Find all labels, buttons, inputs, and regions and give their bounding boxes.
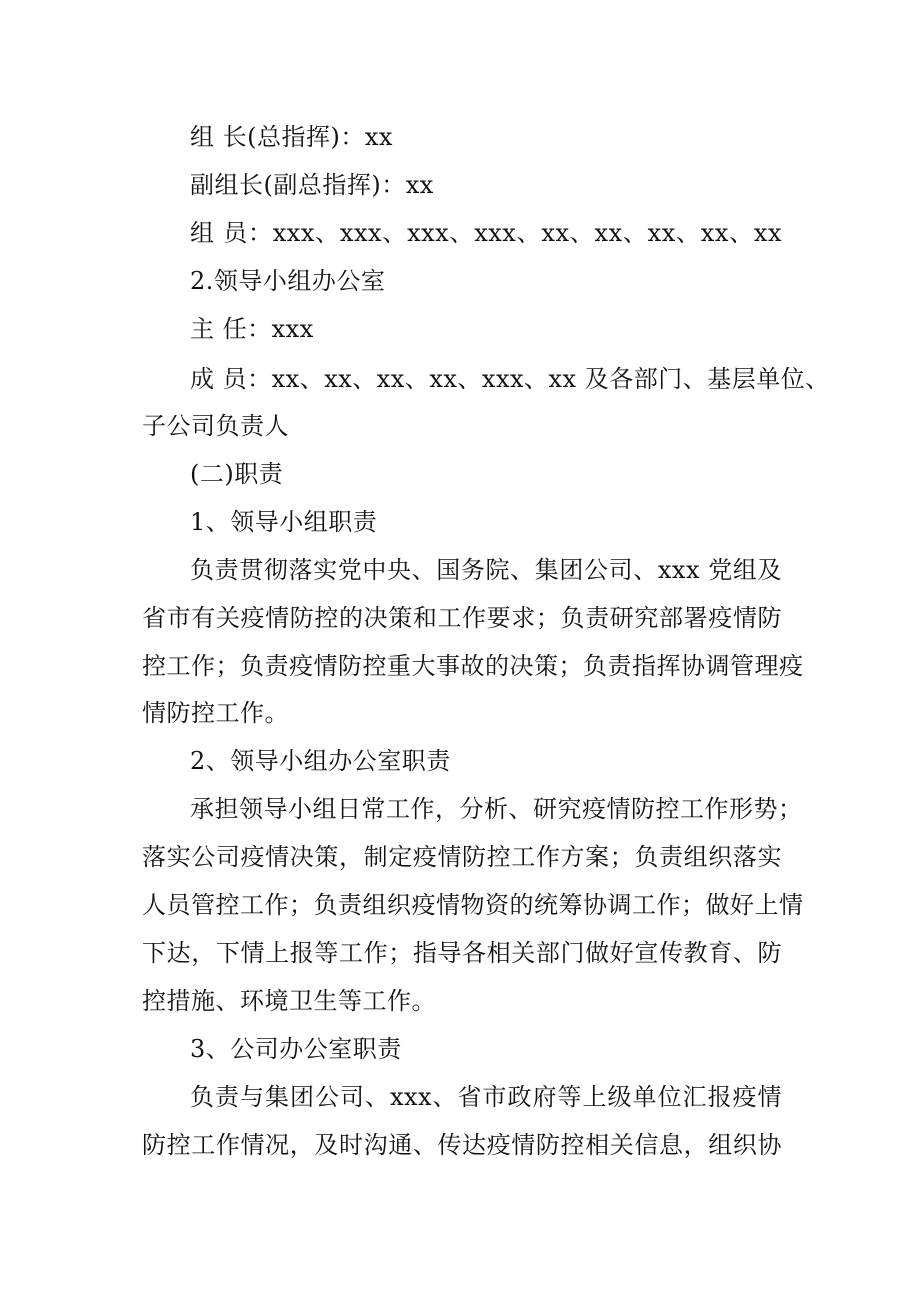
- paragraph-line: 负责与集团公司、xxx、省市政府等上级单位汇报疫情: [190, 1083, 782, 1111]
- paragraph-line: 承担领导小组日常工作，分析、研究疫情防控工作形势；: [190, 795, 803, 823]
- paragraph-line: 下达，下情上报等工作；指导各相关部门做好宣传教育、防: [142, 939, 782, 967]
- paragraph-line: 控工作；负责疫情防控重大事故的决策；负责指挥协调管理疫: [142, 652, 804, 680]
- subheading-company-office-duties: 3、公司办公室职责: [190, 1035, 402, 1063]
- paragraph-line: 情防控工作。: [142, 699, 289, 727]
- paragraph-line: 落实公司疫情决策，制定疫情防控工作方案；负责组织落实: [142, 843, 782, 871]
- paragraph-line: 省市有关疫情防控的决策和工作要求；负责研究部署疫情防: [142, 604, 782, 632]
- text-line-office-members: 成 员：xx、xx、xx、xx、xxx、xx 及各部门、基层单位、: [190, 365, 830, 393]
- section-heading-duties: (二)职责: [190, 460, 284, 488]
- section-heading-office: 2.领导小组办公室: [190, 267, 386, 295]
- text-line-deputy-leader: 副组长(副总指挥)：xx: [190, 171, 434, 199]
- paragraph-line: 控措施、环境卫生等工作。: [142, 987, 436, 1015]
- paragraph-line: 负责贯彻落实党中央、国务院、集团公司、xxx 党组及: [190, 556, 782, 584]
- text-line-office-members-cont: 子公司负责人: [142, 412, 289, 440]
- subheading-office-duties: 2、领导小组办公室职责: [190, 747, 451, 775]
- text-line-members: 组 员：xxx、xxx、xxx、xxx、xx、xx、xx、xx、xx: [190, 219, 782, 247]
- subheading-leading-group-duties: 1、领导小组职责: [190, 508, 378, 536]
- text-line-group-leader: 组 长(总指挥)：xx: [190, 123, 393, 151]
- paragraph-line: 人员管控工作；负责组织疫情物资的统筹协调工作；做好上情: [142, 891, 804, 919]
- paragraph-line: 防控工作情况，及时沟通、传达疫情防控相关信息，组织协: [142, 1131, 782, 1159]
- text-line-director: 主 任：xxx: [190, 315, 314, 343]
